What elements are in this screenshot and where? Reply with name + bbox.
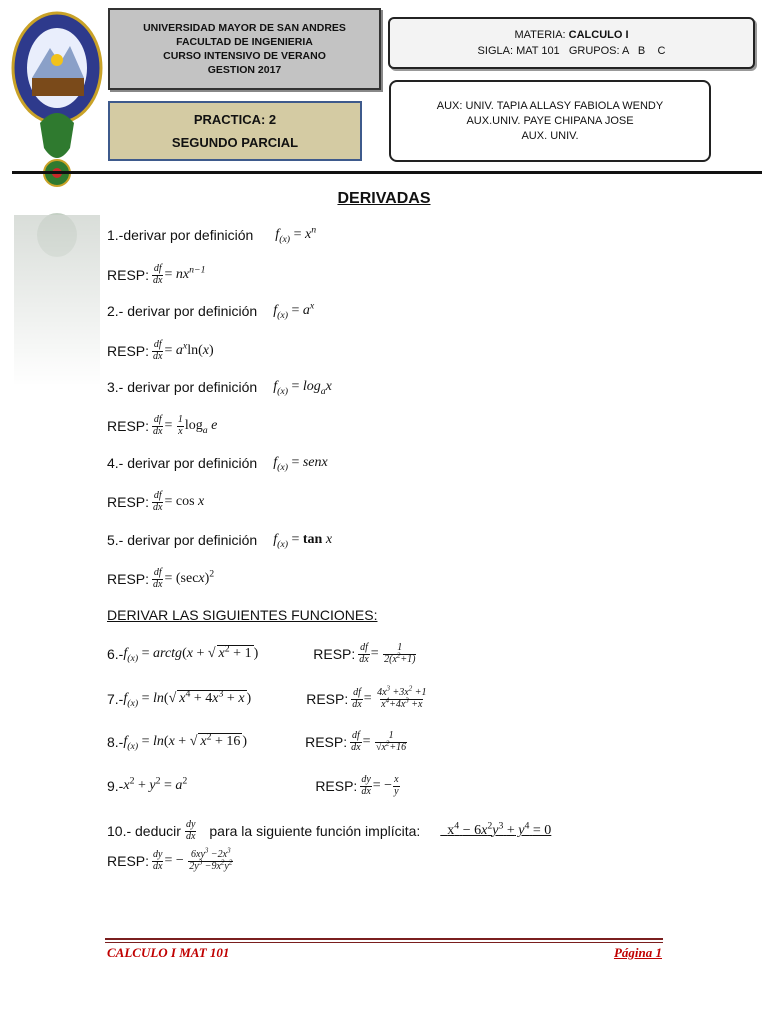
section-heading: DERIVAR LAS SIGUIENTES FUNCIONES: bbox=[107, 607, 378, 623]
answer-2 bbox=[107, 340, 214, 362]
course-name: CURSO INTENSIVO DE VERANO bbox=[163, 50, 326, 62]
problem-function: $f_{(x)} = x^n$ bbox=[275, 224, 317, 245]
derivative-fraction: $\frac{dy}{dx}$ bbox=[361, 774, 371, 797]
derivative-fraction: $\frac{df}{dx}$ bbox=[153, 339, 163, 362]
problem-label: 4.- derivar por definición bbox=[107, 455, 258, 471]
document-title: DERIVADAS bbox=[337, 190, 431, 207]
derivative-fraction: $\frac{df}{dx}$ bbox=[153, 263, 163, 286]
answer-4 bbox=[107, 491, 204, 513]
problem-function: $f_{(x)} = \ln(√$ $x^4 + 4x^3 + x$ ) bbox=[123, 688, 252, 709]
answer-expression: = cos x bbox=[164, 494, 205, 509]
problem-label: 5.- derivar por definición bbox=[107, 532, 258, 548]
materia-box bbox=[388, 17, 755, 69]
problem-label: 2.- derivar por definición bbox=[107, 303, 258, 319]
resp-label: RESP: bbox=[107, 343, 150, 359]
answer-expression: = $a^x\ln(x)$ bbox=[164, 340, 214, 358]
sigla-line: SIGLA: MAT 101 GRUPOS: A B C bbox=[477, 45, 666, 57]
problem-1 bbox=[107, 224, 317, 245]
problem-function: $f_{(x)} = \tan x$ bbox=[273, 532, 333, 550]
answer-1 bbox=[107, 264, 206, 286]
resp-label: RESP: bbox=[107, 853, 150, 869]
problem-function: $f_{(x)} = \ln(x$ + √ $x^2 + 16$ ) bbox=[123, 731, 248, 752]
resp-label: RESP: bbox=[306, 691, 349, 707]
resp-label: RESP: bbox=[107, 267, 150, 283]
aux-line-3: AUX. UNIV. bbox=[521, 130, 579, 142]
answer-expression: = $\frac{1}{√x^2+16}$ bbox=[362, 730, 407, 753]
problem-function: $f_{(x)} = a^x$ bbox=[273, 300, 315, 321]
resp-label: RESP: bbox=[315, 778, 358, 794]
footer-page-number: Página 1 bbox=[613, 945, 662, 960]
problem-label: 6.- bbox=[107, 646, 124, 662]
problem-2 bbox=[107, 300, 315, 321]
resp-label: RESP: bbox=[107, 418, 150, 434]
problem-9 bbox=[107, 775, 401, 797]
practica-title: PRACTICA: 2 bbox=[193, 112, 277, 127]
problem-6 bbox=[107, 643, 417, 665]
materia-value: CALCULO I bbox=[568, 29, 629, 41]
footer-divider-thin bbox=[105, 942, 663, 943]
answer-expression: = $\frac{1}{x}$ $\log_a e$ bbox=[164, 414, 218, 437]
problem-3 bbox=[107, 379, 332, 395]
problem-label: 9.- bbox=[107, 778, 124, 794]
gestion-year: GESTION 2017 bbox=[207, 64, 282, 76]
problem-label: 8.- bbox=[107, 734, 124, 750]
university-info-box bbox=[108, 8, 381, 90]
answer-expression: = $\frac{4x^3 +3x^2 +1}{x^4+4x^3 +x}$ bbox=[363, 684, 427, 710]
university-name: UNIVERSIDAD MAYOR DE SAN ANDRES bbox=[143, 22, 346, 34]
problem-function: $f_{(x)} = \log_ax$ bbox=[273, 379, 332, 397]
header-divider bbox=[12, 171, 762, 174]
derivative-fraction: $\frac{dy}{dx}$ bbox=[153, 849, 163, 872]
answer-expression: = − $\frac{6xy^3 -2x^3}{2y^3 -9x^2y^2}$ bbox=[164, 846, 233, 872]
derivative-fraction: $\frac{df}{dx}$ bbox=[352, 687, 362, 710]
practica-box bbox=[108, 101, 362, 161]
problem-function: $f_{(x)}$ = senx bbox=[273, 455, 328, 473]
problem-function: $x^2 + y^2 = a^2$ bbox=[123, 775, 188, 793]
problem-function: $f_{(x)}$ = arctg(x + √ $x^2 + 1$ ) bbox=[123, 643, 259, 664]
footer-course: CALCULO I MAT 101 bbox=[107, 945, 230, 960]
problem-label: 3.- derivar por definición bbox=[107, 379, 258, 395]
answer-expression: = − $\frac{x}{y}$ bbox=[372, 774, 399, 797]
aux-line-2: AUX.UNIV. PAYE CHIPANA JOSE bbox=[466, 115, 634, 127]
resp-label: RESP: bbox=[107, 494, 150, 510]
faculty-name: FACULTAD DE INGENIERIA bbox=[176, 36, 313, 48]
problem-10 bbox=[107, 820, 551, 842]
derivative-fraction: $\frac{df}{dx}$ bbox=[359, 642, 369, 665]
resp-label: RESP: bbox=[313, 646, 356, 662]
problem-label: 7.- bbox=[107, 691, 124, 707]
aux-line-1: AUX: UNIV. TAPIA ALLASY FABIOLA WENDY bbox=[436, 100, 664, 112]
problem-4 bbox=[107, 455, 328, 471]
answer-10 bbox=[107, 846, 234, 872]
derivative-fraction: $\frac{df}{dx}$ bbox=[153, 567, 163, 590]
problem-function: $x^4 - 6x^2y^3 + y^4 = 0$ bbox=[447, 820, 552, 838]
problem-label: 10.- deducir bbox=[107, 823, 181, 839]
derivative-fraction: $\frac{df}{dx}$ bbox=[351, 730, 361, 753]
materia-line bbox=[514, 29, 628, 41]
footer-divider bbox=[105, 938, 663, 940]
resp-label: RESP: bbox=[305, 734, 348, 750]
seal-watermark bbox=[14, 205, 100, 385]
answer-expression: = $nx^{n-1}$ bbox=[164, 264, 206, 282]
auxiliares-box bbox=[389, 80, 711, 162]
answer-expression: = $\frac{1}{2(x^2+1)}$ bbox=[370, 642, 416, 665]
answer-5 bbox=[107, 568, 214, 590]
derivative-fraction: $\frac{df}{dx}$ bbox=[153, 414, 163, 437]
derivative-fraction: $\frac{df}{dx}$ bbox=[153, 490, 163, 513]
resp-label: RESP: bbox=[107, 571, 150, 587]
materia-label: MATERIA: bbox=[514, 29, 569, 41]
problem-label: 1.-derivar por definición bbox=[107, 227, 254, 243]
problem-7 bbox=[107, 684, 428, 710]
problem-10-text: para la siguiente función implícita: bbox=[209, 823, 421, 839]
problem-8 bbox=[107, 731, 408, 753]
problem-5 bbox=[107, 532, 332, 548]
answer-3 bbox=[107, 415, 217, 437]
practica-subtitle: SEGUNDO PARCIAL bbox=[171, 135, 299, 150]
answer-expression: = $(\sec x)^2$ bbox=[164, 568, 215, 586]
derivative-fraction: $\frac{dy}{dx}$ bbox=[185, 819, 196, 842]
university-seal-logo bbox=[10, 8, 104, 198]
